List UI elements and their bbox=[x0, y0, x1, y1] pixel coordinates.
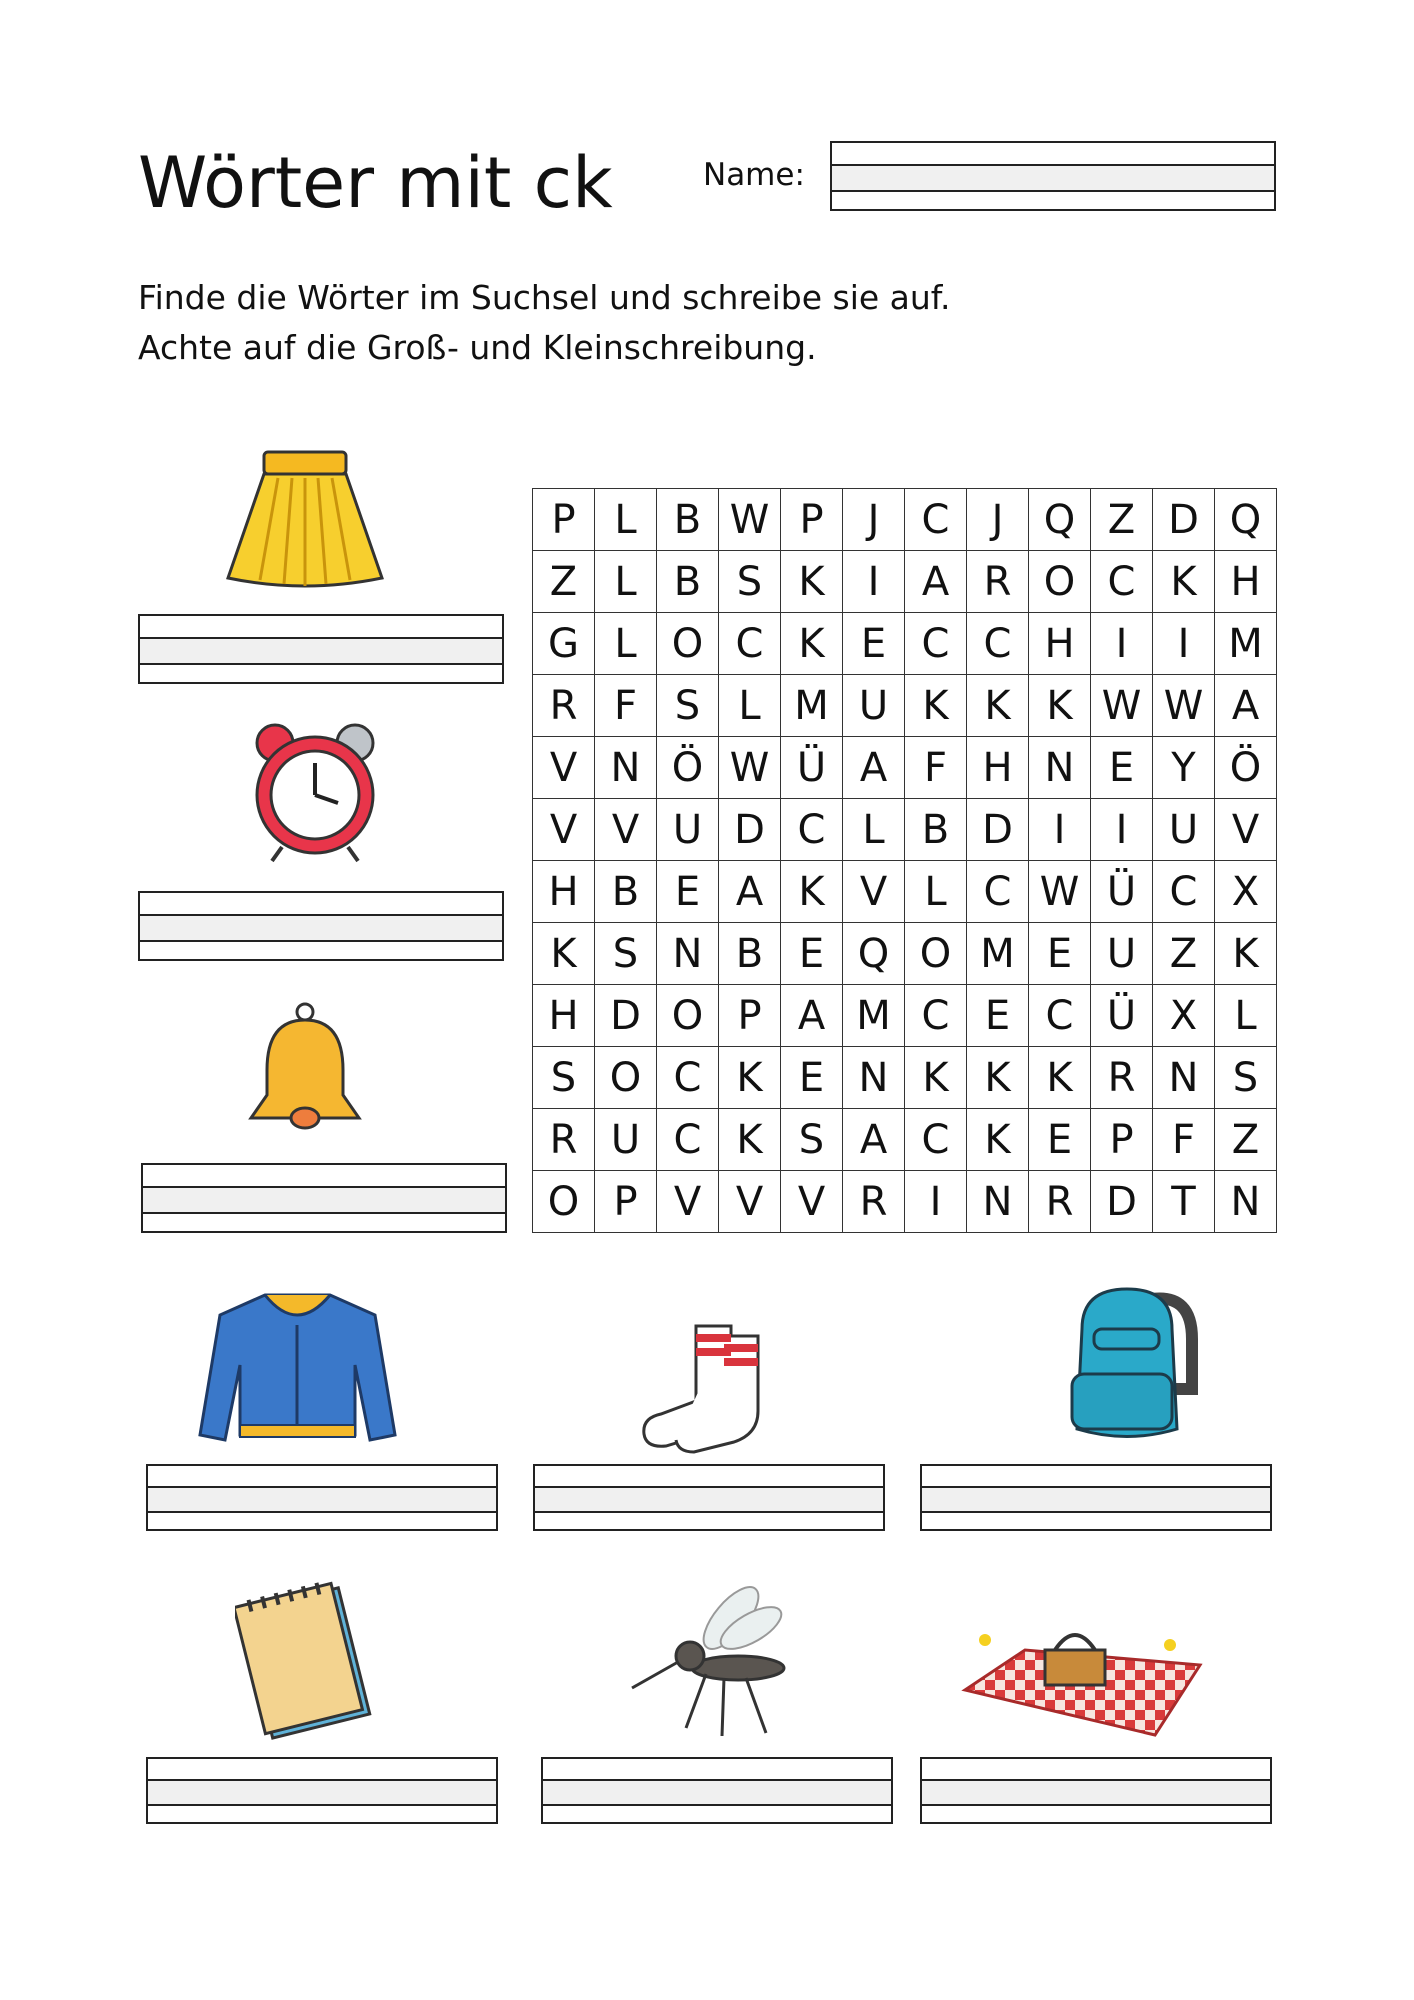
instruction-line-1: Finde die Wörter im Suchsel und schreibe sie auf. bbox=[138, 278, 951, 317]
grid-cell[interactable]: O bbox=[595, 1047, 657, 1109]
grid-cell[interactable]: D bbox=[1153, 489, 1215, 551]
grid-cell[interactable]: V bbox=[657, 1171, 719, 1233]
grid-cell[interactable]: Ü bbox=[781, 737, 843, 799]
grid-cell[interactable]: L bbox=[595, 551, 657, 613]
grid-cell[interactable]: A bbox=[905, 551, 967, 613]
grid-cell[interactable]: K bbox=[1215, 923, 1277, 985]
grid-cell[interactable]: F bbox=[905, 737, 967, 799]
grid-cell[interactable]: K bbox=[533, 923, 595, 985]
answer-lines-backpack[interactable] bbox=[920, 1464, 1272, 1531]
grid-cell[interactable]: O bbox=[905, 923, 967, 985]
grid-cell[interactable]: V bbox=[1215, 799, 1277, 861]
grid-cell[interactable]: V bbox=[533, 737, 595, 799]
grid-cell[interactable]: C bbox=[657, 1109, 719, 1171]
grid-cell[interactable]: K bbox=[719, 1047, 781, 1109]
grid-cell[interactable]: U bbox=[657, 799, 719, 861]
grid-cell[interactable]: H bbox=[533, 985, 595, 1047]
grid-cell[interactable]: L bbox=[595, 489, 657, 551]
picnic-blanket-icon bbox=[955, 1610, 1215, 1740]
grid-cell[interactable]: C bbox=[905, 1109, 967, 1171]
grid-cell[interactable]: O bbox=[657, 613, 719, 675]
grid-cell[interactable]: C bbox=[967, 613, 1029, 675]
grid-cell[interactable]: J bbox=[967, 489, 1029, 551]
grid-cell[interactable]: L bbox=[843, 799, 905, 861]
grid-cell[interactable]: A bbox=[1215, 675, 1277, 737]
grid-cell[interactable]: P bbox=[781, 489, 843, 551]
grid-cell[interactable]: V bbox=[595, 799, 657, 861]
grid-cell[interactable]: Z bbox=[1215, 1109, 1277, 1171]
grid-cell[interactable]: C bbox=[905, 985, 967, 1047]
grid-cell[interactable]: L bbox=[719, 675, 781, 737]
grid-cell[interactable]: I bbox=[1091, 613, 1153, 675]
grid-cell[interactable]: D bbox=[967, 799, 1029, 861]
grid-cell[interactable]: R bbox=[967, 551, 1029, 613]
grid-cell[interactable]: E bbox=[1091, 737, 1153, 799]
name-label: Name: bbox=[703, 157, 805, 193]
grid-cell[interactable]: K bbox=[967, 1047, 1029, 1109]
grid-cell[interactable]: R bbox=[843, 1171, 905, 1233]
grid-cell[interactable]: L bbox=[905, 861, 967, 923]
grid-cell[interactable]: C bbox=[967, 861, 1029, 923]
grid-cell[interactable]: M bbox=[1215, 613, 1277, 675]
grid-cell[interactable]: C bbox=[719, 613, 781, 675]
grid-cell[interactable]: M bbox=[843, 985, 905, 1047]
answer-lines-skirt[interactable] bbox=[138, 614, 504, 684]
grid-cell[interactable]: A bbox=[781, 985, 843, 1047]
grid-cell[interactable]: K bbox=[967, 1109, 1029, 1171]
grid-cell[interactable]: V bbox=[533, 799, 595, 861]
grid-cell[interactable]: L bbox=[595, 613, 657, 675]
backpack-icon bbox=[1042, 1279, 1212, 1449]
grid-cell[interactable]: V bbox=[843, 861, 905, 923]
grid-cell[interactable]: W bbox=[719, 737, 781, 799]
grid-cell[interactable]: I bbox=[843, 551, 905, 613]
grid-cell[interactable]: E bbox=[1029, 923, 1091, 985]
answer-lines-jacket[interactable] bbox=[146, 1464, 498, 1531]
grid-cell[interactable]: I bbox=[1091, 799, 1153, 861]
grid-cell[interactable]: I bbox=[1029, 799, 1091, 861]
grid-cell[interactable]: O bbox=[657, 985, 719, 1047]
grid-cell[interactable]: W bbox=[719, 489, 781, 551]
grid-cell[interactable]: K bbox=[967, 675, 1029, 737]
grid-cell[interactable]: K bbox=[781, 613, 843, 675]
grid-cell[interactable]: A bbox=[719, 861, 781, 923]
grid-cell[interactable]: N bbox=[843, 1047, 905, 1109]
grid-cell[interactable]: J bbox=[843, 489, 905, 551]
grid-cell[interactable]: I bbox=[905, 1171, 967, 1233]
grid-cell[interactable]: Ö bbox=[1215, 737, 1277, 799]
grid-cell[interactable]: O bbox=[1029, 551, 1091, 613]
grid-cell[interactable]: T bbox=[1153, 1171, 1215, 1233]
notepad-icon bbox=[235, 1576, 375, 1746]
grid-cell[interactable]: E bbox=[967, 985, 1029, 1047]
grid-cell[interactable]: K bbox=[1153, 551, 1215, 613]
grid-cell[interactable]: H bbox=[967, 737, 1029, 799]
grid-cell[interactable]: V bbox=[781, 1171, 843, 1233]
grid-cell[interactable]: K bbox=[1029, 675, 1091, 737]
grid-cell[interactable]: K bbox=[719, 1109, 781, 1171]
grid-cell[interactable]: B bbox=[657, 489, 719, 551]
grid-cell[interactable]: K bbox=[1029, 1047, 1091, 1109]
grid-cell[interactable]: W bbox=[1029, 861, 1091, 923]
grid-cell[interactable]: M bbox=[967, 923, 1029, 985]
skirt-icon bbox=[220, 448, 390, 593]
grid-cell[interactable]: N bbox=[967, 1171, 1029, 1233]
grid-cell[interactable]: K bbox=[905, 1047, 967, 1109]
mosquito-icon bbox=[626, 1578, 796, 1738]
grid-cell[interactable]: B bbox=[905, 799, 967, 861]
grid-cell[interactable]: Z bbox=[1091, 489, 1153, 551]
grid-cell[interactable]: X bbox=[1153, 985, 1215, 1047]
name-field[interactable] bbox=[830, 141, 1276, 211]
grid-cell[interactable]: U bbox=[843, 675, 905, 737]
grid-cell[interactable]: W bbox=[1153, 675, 1215, 737]
alarm-clock-icon bbox=[240, 715, 390, 865]
grid-cell[interactable]: U bbox=[1153, 799, 1215, 861]
grid-cell[interactable]: C bbox=[657, 1047, 719, 1109]
grid-cell[interactable]: S bbox=[719, 551, 781, 613]
grid-cell[interactable]: R bbox=[533, 1109, 595, 1171]
grid-cell[interactable]: E bbox=[843, 613, 905, 675]
grid-cell[interactable]: N bbox=[657, 923, 719, 985]
answer-lines-picnic[interactable] bbox=[920, 1757, 1272, 1824]
grid-cell[interactable]: Ö bbox=[657, 737, 719, 799]
answer-lines-clock[interactable] bbox=[138, 891, 504, 961]
grid-cell[interactable]: C bbox=[1091, 551, 1153, 613]
grid-cell[interactable]: F bbox=[1153, 1109, 1215, 1171]
socks-icon bbox=[636, 1316, 771, 1456]
grid-cell[interactable]: Ü bbox=[1091, 861, 1153, 923]
grid-cell[interactable]: P bbox=[533, 489, 595, 551]
grid-cell[interactable]: N bbox=[1153, 1047, 1215, 1109]
grid-cell[interactable]: S bbox=[781, 1109, 843, 1171]
bell-icon bbox=[245, 1000, 365, 1135]
grid-cell[interactable]: Ü bbox=[1091, 985, 1153, 1047]
grid-cell[interactable]: C bbox=[1029, 985, 1091, 1047]
grid-cell[interactable]: H bbox=[533, 861, 595, 923]
grid-cell[interactable]: M bbox=[781, 675, 843, 737]
grid-cell[interactable]: R bbox=[1091, 1047, 1153, 1109]
grid-cell[interactable]: S bbox=[533, 1047, 595, 1109]
grid-cell[interactable]: H bbox=[1029, 613, 1091, 675]
grid-cell[interactable]: O bbox=[533, 1171, 595, 1233]
grid-cell[interactable]: X bbox=[1215, 861, 1277, 923]
grid-cell[interactable]: S bbox=[1215, 1047, 1277, 1109]
grid-cell[interactable]: U bbox=[595, 1109, 657, 1171]
grid-cell[interactable]: E bbox=[781, 923, 843, 985]
grid-cell[interactable]: U bbox=[1091, 923, 1153, 985]
grid-cell[interactable]: C bbox=[905, 613, 967, 675]
grid-cell[interactable]: S bbox=[657, 675, 719, 737]
jacket-icon bbox=[195, 1285, 400, 1450]
grid-cell[interactable]: A bbox=[843, 737, 905, 799]
grid-cell[interactable]: R bbox=[1029, 1171, 1091, 1233]
grid-cell[interactable]: K bbox=[781, 551, 843, 613]
grid-cell[interactable]: N bbox=[1215, 1171, 1277, 1233]
grid-cell[interactable]: S bbox=[595, 923, 657, 985]
grid-cell[interactable]: H bbox=[1215, 551, 1277, 613]
grid-cell[interactable]: Z bbox=[1153, 923, 1215, 985]
page-title: Wörter mit ck bbox=[138, 142, 613, 224]
answer-lines-bell[interactable] bbox=[141, 1163, 507, 1233]
grid-cell[interactable]: K bbox=[905, 675, 967, 737]
grid-cell[interactable]: Y bbox=[1153, 737, 1215, 799]
grid-cell[interactable]: N bbox=[1029, 737, 1091, 799]
grid-cell[interactable]: B bbox=[657, 551, 719, 613]
grid-cell[interactable]: L bbox=[1215, 985, 1277, 1047]
grid-cell[interactable]: A bbox=[843, 1109, 905, 1171]
grid-cell[interactable]: P bbox=[595, 1171, 657, 1233]
answer-lines-notepad[interactable] bbox=[146, 1757, 498, 1824]
grid-cell[interactable]: N bbox=[595, 737, 657, 799]
grid-cell[interactable]: D bbox=[719, 799, 781, 861]
grid-cell[interactable]: W bbox=[1091, 675, 1153, 737]
grid-cell[interactable]: Q bbox=[1215, 489, 1277, 551]
grid-cell[interactable]: E bbox=[781, 1047, 843, 1109]
grid-cell[interactable]: Q bbox=[1029, 489, 1091, 551]
answer-lines-mosquito[interactable] bbox=[541, 1757, 893, 1824]
grid-cell[interactable]: G bbox=[533, 613, 595, 675]
grid-cell[interactable]: D bbox=[595, 985, 657, 1047]
grid-cell[interactable]: C bbox=[781, 799, 843, 861]
answer-lines-socks[interactable] bbox=[533, 1464, 885, 1531]
grid-cell[interactable]: E bbox=[1029, 1109, 1091, 1171]
grid-cell[interactable]: V bbox=[719, 1171, 781, 1233]
grid-cell[interactable]: B bbox=[719, 923, 781, 985]
grid-cell[interactable]: B bbox=[595, 861, 657, 923]
grid-cell[interactable]: P bbox=[719, 985, 781, 1047]
grid-cell[interactable]: E bbox=[657, 861, 719, 923]
grid-cell[interactable]: I bbox=[1153, 613, 1215, 675]
grid-cell[interactable]: P bbox=[1091, 1109, 1153, 1171]
grid-cell[interactable]: Q bbox=[843, 923, 905, 985]
instruction-line-2: Achte auf die Groß- und Kleinschreibung. bbox=[138, 328, 817, 367]
grid-cell[interactable]: Z bbox=[533, 551, 595, 613]
grid-cell[interactable]: R bbox=[533, 675, 595, 737]
grid-cell[interactable]: C bbox=[1153, 861, 1215, 923]
grid-cell[interactable]: D bbox=[1091, 1171, 1153, 1233]
grid-cell[interactable]: F bbox=[595, 675, 657, 737]
grid-cell[interactable]: K bbox=[781, 861, 843, 923]
grid-cell[interactable]: C bbox=[905, 489, 967, 551]
word-search-grid[interactable] bbox=[532, 488, 1277, 1233]
